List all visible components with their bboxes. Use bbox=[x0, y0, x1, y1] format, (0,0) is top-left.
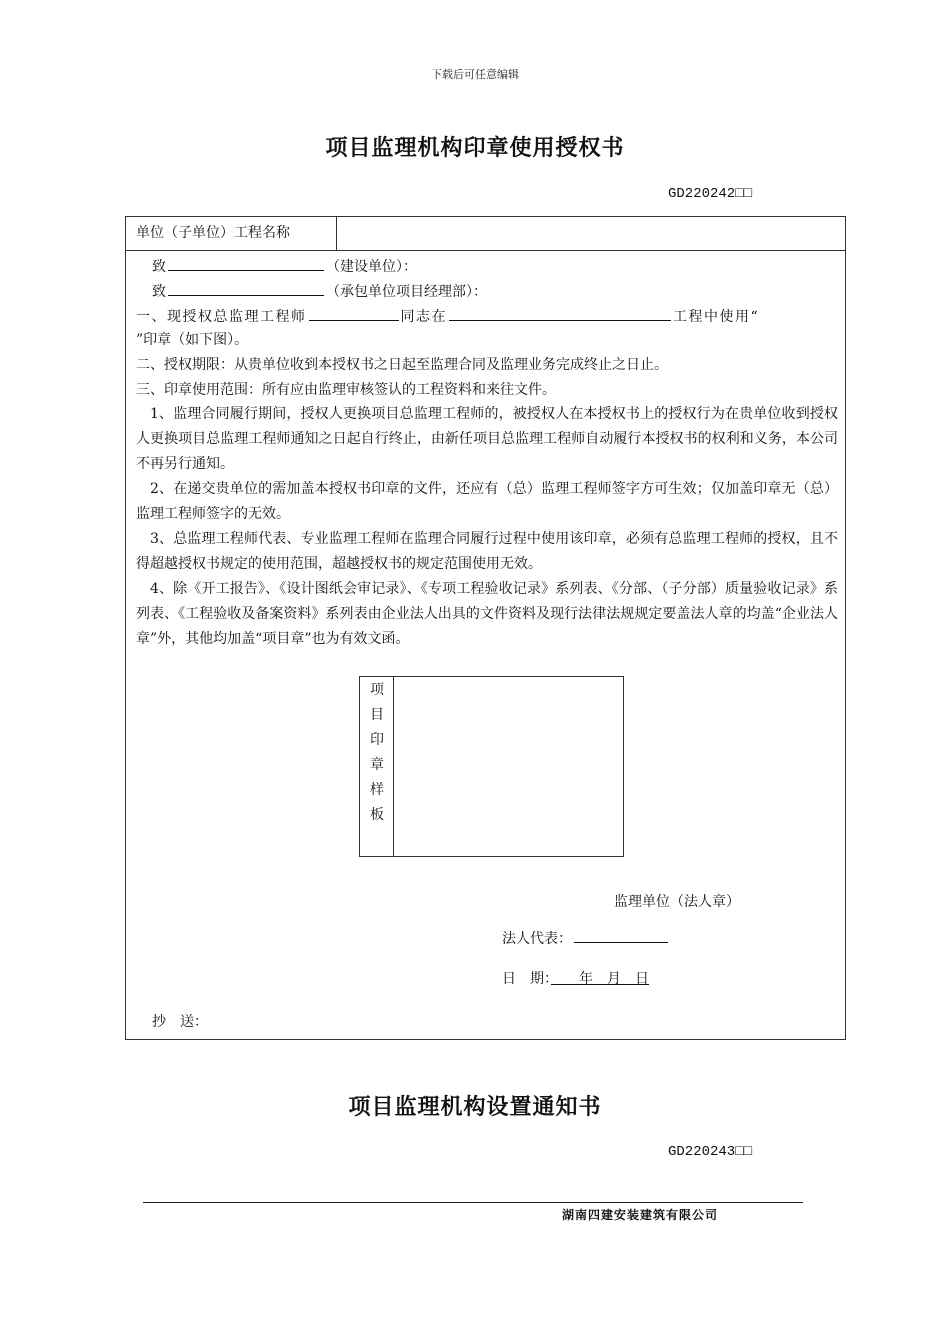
stamp-label-char: 章 bbox=[370, 757, 384, 773]
client-name-blank[interactable] bbox=[168, 255, 324, 271]
cc-label: 抄 送： bbox=[152, 1014, 208, 1030]
to-client-prefix: 致 bbox=[152, 259, 166, 275]
contractor-name-blank[interactable] bbox=[168, 280, 324, 296]
clause1-text: 1、监理合同履行期间，授权人更换项目总监理工程师的，被授权人在本授权书上的授权行为在贵单位收到授权人更换项目总监理工程师通知之日起自行终止，由新任项目总监理工程师自动履行本授权书的权利和义务，本公司不再另行通知。 bbox=[136, 406, 838, 472]
authorization-title: 项目监理机构印章使用授权书 bbox=[325, 136, 625, 161]
authorization-code: GD220242□□ bbox=[668, 186, 753, 202]
item1-line bbox=[136, 305, 838, 327]
setup-notice-code: GD220243□□ bbox=[668, 1144, 753, 1160]
legal-rep-label: 法人代表： bbox=[502, 931, 572, 947]
stamp-label-char: 项 bbox=[370, 682, 384, 698]
stamp-label-char: 样 bbox=[370, 782, 384, 798]
setup-notice-title: 项目监理机构设置通知书 bbox=[348, 1095, 602, 1120]
stamp-label-char: 印 bbox=[370, 732, 384, 748]
stamp-label-char: 目 bbox=[370, 707, 384, 723]
clause4-text: 4、除《开工报告》、《设计图纸会审记录》、《专项工程验收记录》系列表、《分部、（子分部）质量验收记录》系列表、《工程验收及备案资料》系列表由企业法人出具的文件资料及现行法律法规规定要盖法人章的均盖“企业法人章”外，其他均加盖“项目章”也为有效文函。 bbox=[136, 581, 838, 647]
item3-text: 三、印章使用范围：所有应由监理审核签认的工程资料和来往文件。 bbox=[136, 382, 556, 398]
to-client-line bbox=[152, 255, 417, 277]
to-contractor-suffix: （承包单位项目经理部）： bbox=[326, 284, 487, 300]
date-line bbox=[502, 969, 649, 989]
header-note: 下载后可任意编辑 bbox=[431, 68, 519, 81]
item1-part-b: 同志在 bbox=[400, 309, 447, 325]
project-name-row bbox=[126, 217, 845, 251]
date-field[interactable]: 年 月 日 bbox=[551, 971, 649, 987]
to-client-suffix: （建设单位）： bbox=[326, 259, 417, 275]
to-contractor-prefix: 致 bbox=[152, 284, 166, 300]
supervisor-unit-label: 监理单位（法人章） bbox=[614, 894, 740, 910]
item1-part-c: 工程中使用“ bbox=[673, 309, 760, 325]
item1-part-a: 一、现授权总监理工程师 bbox=[136, 309, 307, 325]
date-label: 日 期： bbox=[502, 971, 551, 987]
stamp-sample-label bbox=[360, 677, 394, 856]
project-blank[interactable] bbox=[449, 305, 671, 321]
footer-divider bbox=[143, 1202, 803, 1203]
stamp-sample-box bbox=[359, 676, 624, 857]
legal-rep-line bbox=[502, 927, 670, 949]
item1-continued: ”印章（如下图）。 bbox=[136, 332, 249, 348]
legal-rep-blank[interactable] bbox=[574, 927, 668, 943]
clause2-text: 2、在递交贵单位的需加盖本授权书印章的文件，还应有（总）监理工程师签字方可生效；仅加盖印章无（总）监理工程师签字的无效。 bbox=[136, 481, 838, 522]
chief-engineer-blank[interactable] bbox=[309, 305, 399, 321]
company-name: 湖南四建安装建筑有限公司 bbox=[562, 1208, 719, 1222]
project-name-divider bbox=[336, 217, 337, 250]
project-name-label: 单位（子单位）工程名称 bbox=[136, 225, 290, 241]
to-contractor-line bbox=[152, 280, 487, 302]
stamp-label-char: 板 bbox=[370, 807, 384, 823]
item2-text: 二、授权期限：从贵单位收到本授权书之日起至监理合同及监理业务完成终止之日止。 bbox=[136, 357, 668, 373]
authorization-form bbox=[125, 216, 846, 1040]
clause3-text: 3、总监理工程师代表、专业监理工程师在监理合同履行过程中使用该印章，必须有总监理工程师的授权，且不得超越授权书规定的使用范围，超越授权书的规定范围使用无效。 bbox=[136, 531, 838, 572]
